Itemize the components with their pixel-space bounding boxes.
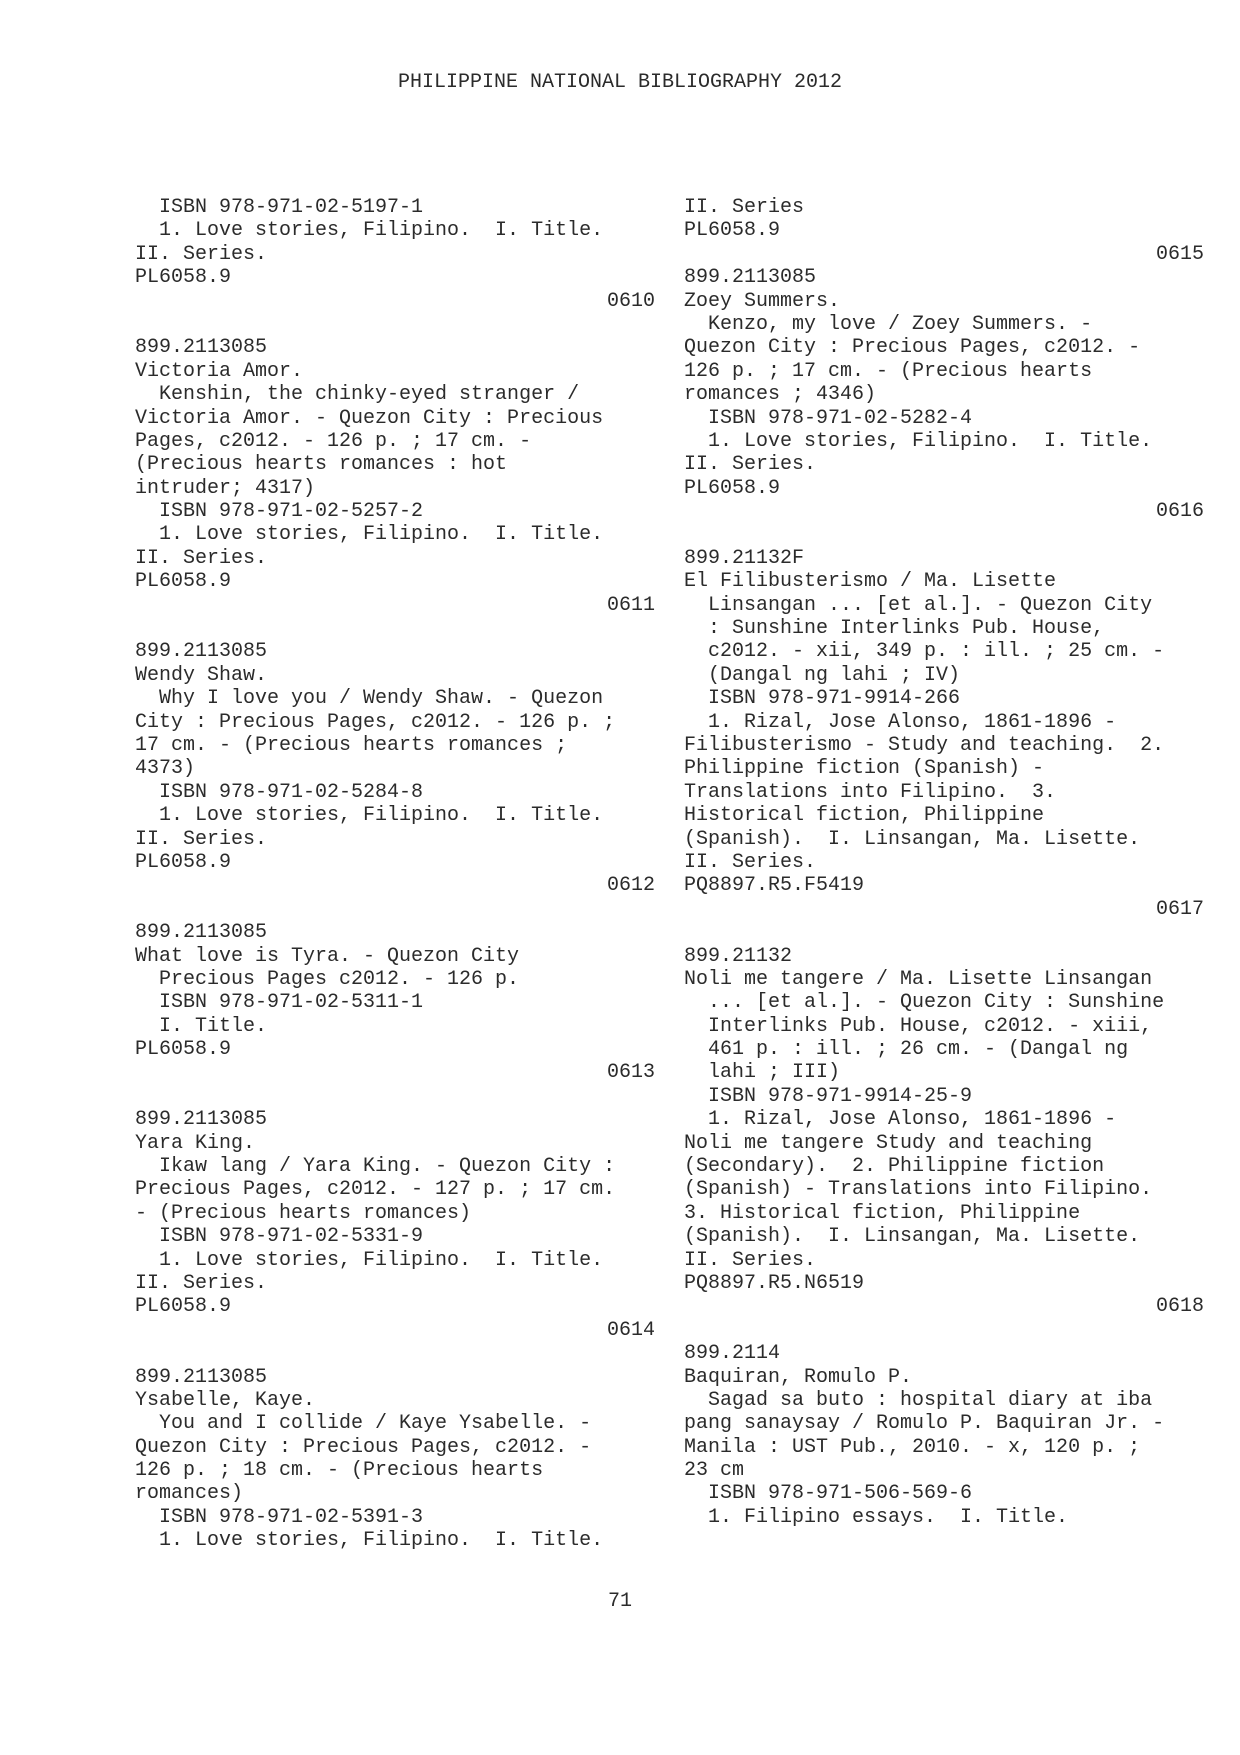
bibliography-line: Precious Pages, c2012. - 127 p. ; 17 cm. (135, 1178, 616, 1202)
bibliography-line: 899.21132 (684, 944, 793, 968)
bibliography-line (684, 1319, 1204, 1342)
bibliography-line: PQ8897.R5.N6519 (684, 1271, 865, 1295)
entry-number: 0615 (1155, 242, 1204, 266)
bibliography-line: (Precious hearts romances : hot (135, 453, 508, 477)
bibliography-line (135, 1342, 655, 1365)
bibliography-line: PL6058.9 (135, 850, 232, 874)
bibliography-line: ISBN 978-971-9914-25-9 (684, 1084, 973, 1108)
bibliography-line: 4373) (135, 757, 196, 781)
bibliography-line: II. Series (684, 196, 805, 219)
right-column (684, 196, 1204, 1529)
bibliography-line (684, 921, 1204, 944)
bibliography-line: PL6058.9 (135, 266, 232, 290)
bibliography-line: 899.2113085 (135, 1108, 268, 1132)
bibliography-line: 899.21132F (684, 546, 805, 570)
bibliography-line: Filibusterismo - Study and teaching. 2. (684, 733, 1165, 757)
bibliography-line: 899.2113085 (135, 640, 268, 664)
bibliography-line: II. Series. (684, 453, 817, 477)
bibliography-line: Interlinks Pub. House, c2012. - xiii, (684, 1014, 1153, 1038)
bibliography-line: 1. Rizal, Jose Alonso, 1861-1896 - (684, 1108, 1117, 1132)
bibliography-line (135, 898, 655, 921)
bibliography-line: (Spanish). I. Linsangan, Ma. Lisette. (684, 827, 1141, 851)
bibliography-line: intruder; 4317) (135, 476, 316, 500)
bibliography-line: 126 p. ; 18 cm. - (Precious hearts (135, 1459, 544, 1483)
bibliography-line: PL6058.9 (135, 1295, 232, 1319)
bibliography-line: Kenshin, the chinky-eyed stranger / (135, 383, 580, 407)
bibliography-line: Translations into Filipino. 3. (684, 780, 1057, 804)
bibliography-line: 1. Love stories, Filipino. I. Title. (135, 804, 604, 828)
bibliography-line: You and I collide / Kaye Ysabelle. - (135, 1412, 592, 1436)
bibliography-line: II. Series. (135, 827, 268, 851)
bibliography-line: ISBN 978-971-02-5284-8 (135, 780, 424, 804)
bibliography-line: Quezon City : Precious Pages, c2012. - (135, 1435, 592, 1459)
bibliography-line: ... [et al.]. - Quezon City : Sunshine (684, 991, 1165, 1015)
bibliography-line: Yara King. (135, 1131, 256, 1155)
bibliography-line (135, 313, 655, 336)
bibliography-line: 1. Filipino essays. I. Title. (684, 1505, 1069, 1529)
bibliography-line: Victoria Amor. (135, 359, 304, 383)
bibliography-line: Pages, c2012. - 126 p. ; 17 cm. - (135, 429, 532, 453)
bibliography-line: c2012. - xii, 349 p. : ill. ; 25 cm. - (684, 640, 1165, 664)
bibliography-line: romances) (135, 1482, 244, 1506)
bibliography-line: 23 cm (684, 1459, 745, 1483)
bibliography-line: 1. Love stories, Filipino. I. Title. (135, 1248, 604, 1272)
bibliography-line: 17 cm. - (Precious hearts romances ; (135, 733, 568, 757)
bibliography-line: 461 p. : ill. ; 26 cm. - (Dangal ng (684, 1038, 1129, 1062)
bibliography-line: Noli me tangere Study and teaching (684, 1131, 1093, 1155)
bibliography-line: Why I love you / Wendy Shaw. - Quezon (135, 687, 604, 711)
bibliography-line: Wendy Shaw. (135, 663, 268, 687)
bibliography-line: Ikaw lang / Yara King. - Quezon City : (135, 1155, 616, 1179)
bibliography-line: What love is Tyra. - Quezon City (135, 944, 520, 968)
bibliography-line: Ysabelle, Kaye. (135, 1388, 316, 1412)
bibliography-line: : Sunshine Interlinks Pub. House, (684, 617, 1105, 641)
bibliography-line: (Dangal ng lahi ; IV) (684, 663, 961, 687)
entry-number: 0618 (1155, 1295, 1204, 1319)
bibliography-line: 126 p. ; 17 cm. - (Precious hearts (684, 359, 1093, 383)
bibliography-line: (Spanish) - Translations into Filipino. (684, 1178, 1153, 1202)
bibliography-line: (Spanish). I. Linsangan, Ma. Lisette. (684, 1225, 1141, 1249)
entry-number: 0611 (606, 593, 655, 617)
bibliography-line: ISBN 978-971-02-5311-1 (135, 991, 424, 1015)
bibliography-line: 899.2114 (684, 1342, 781, 1366)
bibliography-line: 1. Love stories, Filipino. I. Title. (135, 1529, 604, 1553)
bibliography-line: Baquiran, Romulo P. (684, 1365, 913, 1389)
bibliography-line: Zoey Summers. (684, 289, 841, 313)
bibliography-line: PL6058.9 (135, 570, 232, 594)
bibliography-line: ISBN 978-971-506-569-6 (684, 1482, 973, 1506)
bibliography-line: 899.2113085 (135, 1365, 268, 1389)
bibliography-line: 899.2113085 (684, 266, 817, 290)
bibliography-line: II. Series. (684, 1248, 817, 1272)
bibliography-line: ISBN 978-971-9914-266 (684, 687, 961, 711)
bibliography-line: 899.2113085 (135, 921, 268, 945)
bibliography-line: 1. Love stories, Filipino. I. Title. (684, 429, 1153, 453)
bibliography-line: romances ; 4346) (684, 383, 877, 407)
bibliography-line: 1. Rizal, Jose Alonso, 1861-1896 - (684, 710, 1117, 734)
bibliography-line: ISBN 978-971-02-5197-1 (135, 196, 424, 219)
page-number: 71 (607, 1590, 632, 1613)
bibliography-line: Precious Pages c2012. - 126 p. (135, 967, 520, 991)
bibliography-line: - (Precious hearts romances) (135, 1201, 472, 1225)
bibliography-line: Kenzo, my love / Zoey Summers. - (684, 312, 1093, 336)
bibliography-line: II. Series. (135, 242, 268, 266)
bibliography-line: PL6058.9 (684, 476, 781, 500)
entry-number: 0614 (606, 1318, 655, 1342)
page-header: PHILIPPINE NATIONAL BIBLIOGRAPHY 2012 (397, 71, 843, 94)
bibliography-line: PL6058.9 (135, 1038, 232, 1062)
bibliography-line: Quezon City : Precious Pages, c2012. - (684, 336, 1141, 360)
bibliography-line: Philippine fiction (Spanish) - (684, 757, 1045, 781)
bibliography-line: PL6058.9 (684, 219, 781, 243)
bibliography-line: (Secondary). 2. Philippine fiction (684, 1155, 1105, 1179)
bibliography-line: lahi ; III) (684, 1061, 841, 1085)
entry-number: 0613 (606, 1061, 655, 1085)
bibliography-line: PQ8897.R5.F5419 (684, 874, 865, 898)
bibliography-line: Linsangan ... [et al.]. - Quezon City (684, 593, 1153, 617)
bibliography-line: 899.2113085 (135, 336, 268, 360)
bibliography-line: City : Precious Pages, c2012. - 126 p. ; (135, 710, 616, 734)
bibliography-line: El Filibusterismo / Ma. Lisette (684, 570, 1057, 594)
bibliography-line: I. Title. (135, 1014, 268, 1038)
entry-number: 0617 (1155, 897, 1204, 921)
entry-number: 0612 (606, 874, 655, 898)
bibliography-line: Manila : UST Pub., 2010. - x, 120 p. ; (684, 1435, 1141, 1459)
bibliography-line: 1. Love stories, Filipino. I. Title. (135, 219, 604, 243)
entry-number: 0616 (1155, 500, 1204, 524)
bibliography-line (135, 1085, 655, 1108)
bibliography-line: Noli me tangere / Ma. Lisette Linsangan (684, 967, 1153, 991)
bibliography-line: ISBN 978-971-02-5282-4 (684, 406, 973, 430)
bibliography-line: ISBN 978-971-02-5257-2 (135, 500, 424, 524)
bibliography-line (684, 523, 1204, 546)
bibliography-line (135, 617, 655, 640)
bibliography-line: Victoria Amor. - Quezon City : Precious (135, 406, 604, 430)
bibliography-line: pang sanaysay / Romulo P. Baquiran Jr. - (684, 1412, 1165, 1436)
bibliography-line: 3. Historical fiction, Philippine (684, 1201, 1081, 1225)
bibliography-line: Sagad sa buto : hospital diary at iba (684, 1388, 1153, 1412)
bibliography-line: II. Series. (684, 850, 817, 874)
bibliography-line: ISBN 978-971-02-5391-3 (135, 1505, 424, 1529)
bibliography-line: 1. Love stories, Filipino. I. Title. (135, 523, 604, 547)
bibliography-line: II. Series. (135, 1271, 268, 1295)
entry-number: 0610 (606, 289, 655, 313)
left-column (135, 196, 655, 1553)
bibliography-line: II. Series. (135, 546, 268, 570)
bibliography-line: ISBN 978-971-02-5331-9 (135, 1225, 424, 1249)
bibliography-line: Historical fiction, Philippine (684, 804, 1045, 828)
